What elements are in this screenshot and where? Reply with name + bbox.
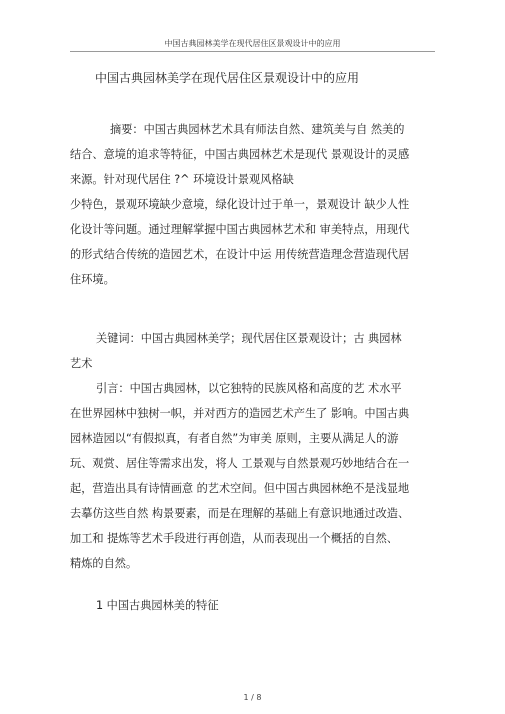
abstract-line: 摘要：中国古典园林艺术具有师法自然、建筑美与自 然美的 bbox=[110, 123, 405, 136]
abstract-line: 化设计等问题。通过理解掌握中国古典园林艺术和 审美特点，用现代 bbox=[70, 223, 410, 236]
abstract-line: 结合、意境的追求等特征，中国古典园林艺术是现代 景观设计的灵感 bbox=[70, 148, 410, 161]
intro-line: 引言：中国古典园林，以它独特的民族风格和高度的艺 术水平 bbox=[96, 382, 402, 395]
intro-line: 起，营造出具有诗情画意 的艺术空间。但中国古典园林绝不是浅显地 bbox=[70, 482, 410, 495]
intro-line: 园林造园以“有假拟真，有者自然”为审美 原则，主要从满足人的游 bbox=[70, 432, 399, 445]
section-heading: 1 中国古典园林美的特征 bbox=[96, 599, 219, 612]
abstract-line: 少特色，景观环境缺少意境，绿化设计过于单一，景观设计 缺少人性 bbox=[70, 198, 410, 211]
intro-line: 在世界园林中独树一帜，并对西方的造园艺术产生了 影响。中国古典 bbox=[70, 407, 410, 420]
intro-line: 加工和 提炼等艺术手段进行再创造，从而表现出一个概括的自然、 bbox=[70, 532, 398, 545]
page-number: 1 / 8 bbox=[243, 693, 262, 702]
abstract-line: 的形式结合传统的造园艺术，在设计中运 用传统营造理念营造现代居 bbox=[70, 248, 410, 261]
intro-line: 去摹仿这些自然 构景要素，而是在理解的基础上有意识地通过改造、 bbox=[70, 507, 410, 520]
document-title: 中国古典园林美学在现代居住区景观设计中的应用 bbox=[95, 71, 360, 85]
intro-line: 玩、观赏、居住等需求出发，将人 工景观与自然景观巧妙地结合在一 bbox=[70, 457, 410, 470]
header-rule bbox=[70, 51, 435, 52]
abstract-line: 住环境。 bbox=[70, 273, 115, 286]
intro-line: 精炼的自然。 bbox=[70, 557, 138, 570]
keywords-line: 艺术 bbox=[70, 357, 93, 370]
abstract-line: 来源。针对现代居住 ?^ 环境设计景观风格缺 bbox=[70, 173, 294, 186]
keywords-line: 关键词：中国古典园林美学；现代居住区景观设计；古 典园林 bbox=[96, 332, 402, 345]
running-header: 中国古典园林美学在现代居住区景观设计中的应用 bbox=[164, 39, 341, 48]
